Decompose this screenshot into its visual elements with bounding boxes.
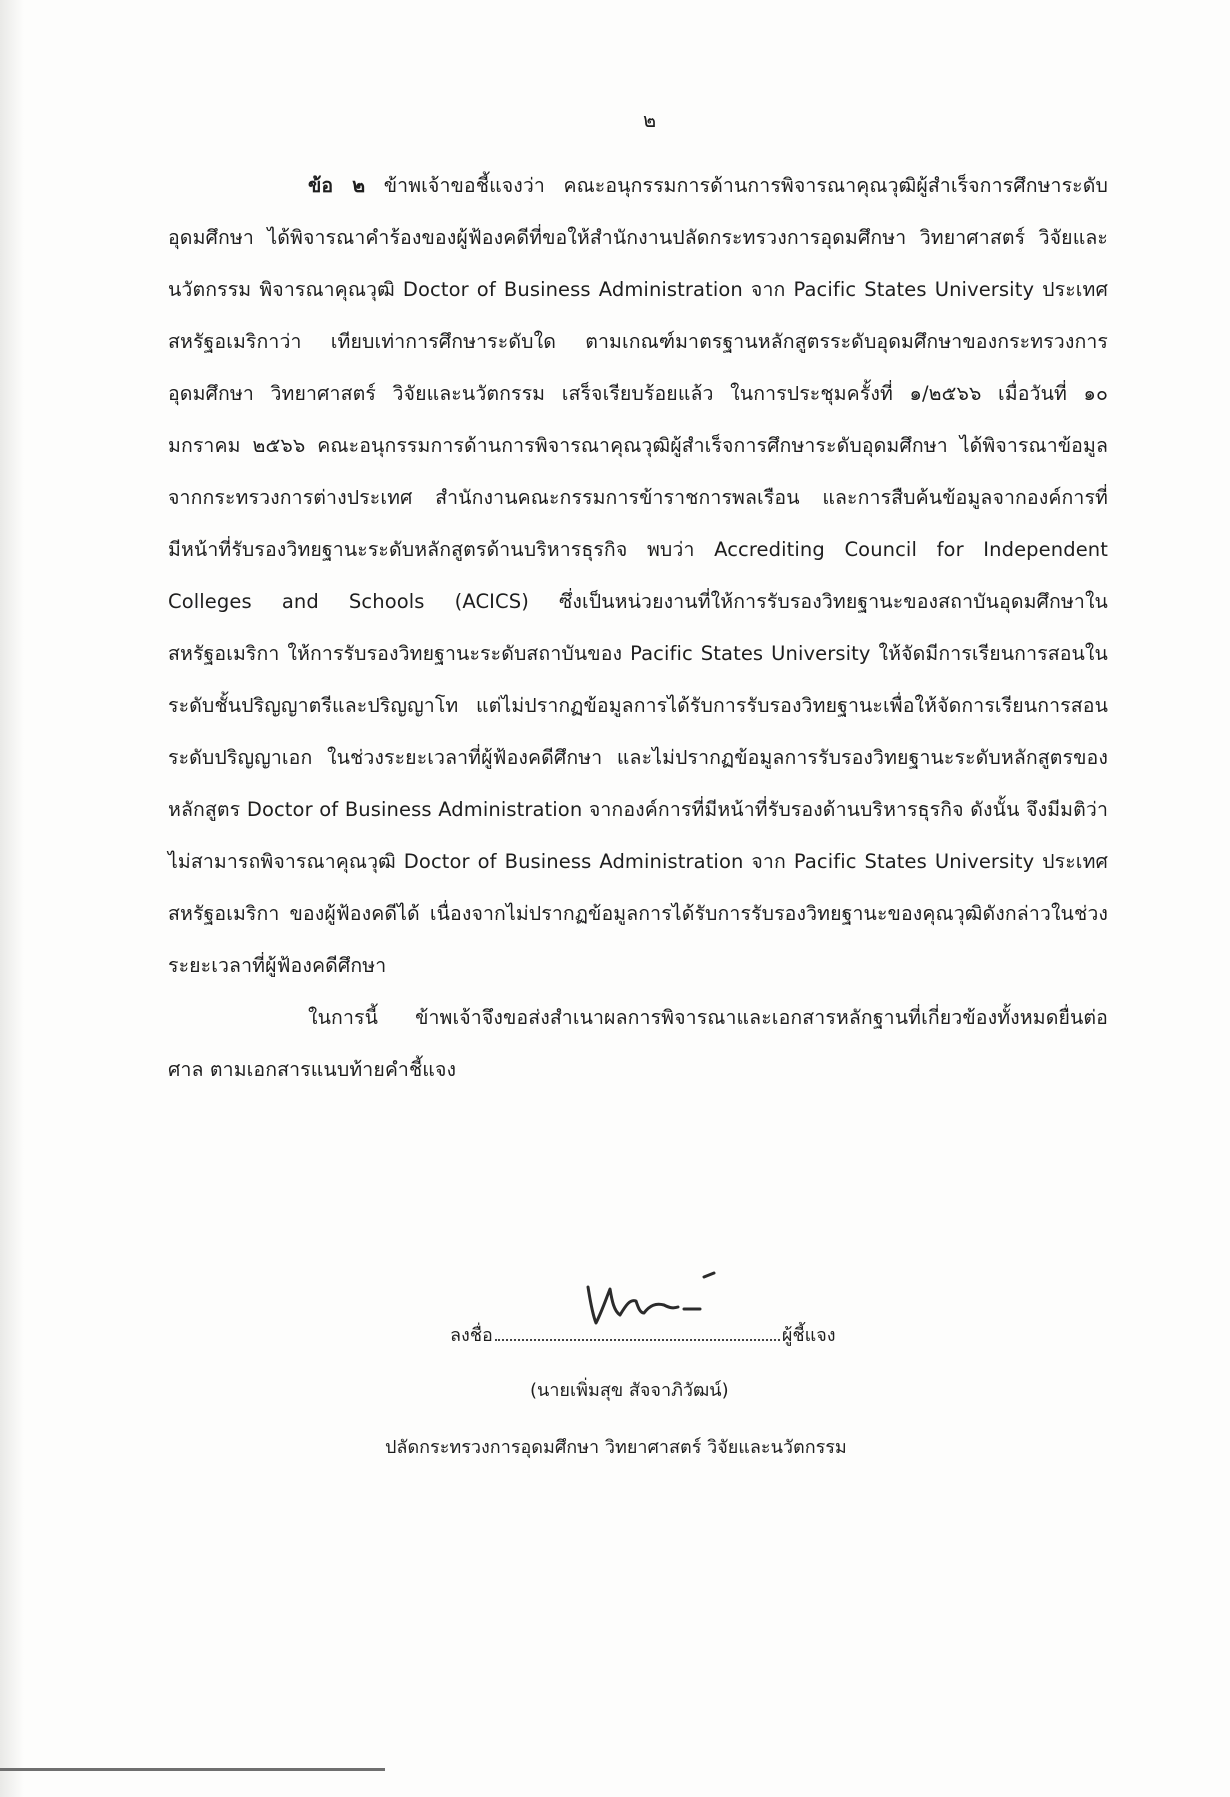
sign-suffix: ผู้ชี้แจง [781, 1325, 836, 1346]
page-number: ๒ [643, 108, 657, 132]
signer-title: ปลัดกระทรวงการอุดมศึกษา วิทยาศาสตร์ วิจัยและนวัตกรรม [385, 1437, 847, 1458]
sign-line [450, 1320, 836, 1349]
paragraph-1-text: ข้าพเจ้าขอชี้แจงว่า คณะอนุกรรมการด้านการพิจารณาคุณวุฒิผู้สำเร็จการศึกษาระดับอุดมศึกษา ได้พิจารณาคำร้องของผู้ฟ้องคดีที่ขอให้สำนักงานปลัดกระทรวงการอุดมศึกษา วิทยาศาสตร์ วิจัยและนวัตกรรม พิจารณาคุณวุฒิ Doctor of Business Administration จาก Pacific States University ประเทศสหรัฐอเมริกาว่า เทียบเท่าการศึกษาระดับใด ตามเกณฑ์มาตรฐานหลักสูตรระดับอุดมศึกษาของกระทรวงการอุดมศึกษา วิทยาศาสตร์ วิจัยและนวัตกรรม เสร็จเรียบร้อยแล้ว ในการประชุมครั้งที่ ๑/๒๕๖๖ เมื่อวันที่ ๑๐ มกราคม ๒๕๖๖ คณะอนุกรรมการด้านการพิจารณาคุณวุฒิผู้สำเร็จการศึกษาระดับอุดมศึกษา ได้พิจารณาข้อมูลจากกระทรวงการต่างประเทศ สำนักงานคณะกรรมการข้าราชการพลเรือน และการสืบค้นข้อมูลจากองค์การที่มีหน้าที่รับรองวิทยฐานะระดับหลักสูตรด้านบริหารธุรกิจ พบว่า Accrediting Council for Independent Colleges and Schools (ACICS) ซึ่งเป็นหน่วยงานที่ให้การรับรองวิทยฐานะของสถาบันอุดมศึกษาในสหรัฐอเมริกา ให้การรับรองวิทยฐานะระดับสถาบันของ Pacific States University ให้จัดมีการเรียนการสอนในระดับชั้นปริญญาตรีและปริญญาโท แต่ไม่ปรากฏข้อมูลการได้รับการรับรองวิทยฐานะเพื่อให้จัดการเรียนการสอนระดับปริญญาเอก ในช่วงระยะเวลาที่ผู้ฟ้องคดีศึกษา และไม่ปรากฏข้อมูลการรับรองวิทยฐานะระดับหลักสูตรของหลักสูตร Doctor of Business Administration จากองค์การที่มีหน้าที่รับรองด้านบริหารธุรกิจ ดังนั้น จึงมีมติว่า ไม่สามารถพิจารณาคุณวุฒิ Doctor of Business Administration จาก Pacific States University ประเทศสหรัฐอเมริกา ของผู้ฟ้องคดีได้ เนื่องจากไม่ปรากฏข้อมูลการได้รับการรับรองวิทยฐานะของคุณวุฒิดังกล่าวในช่วงระยะเวลาที่ผู้ฟ้องคดีศึกษา [168, 174, 1108, 977]
paragraph-2-text: ในการนี้ ข้าพเจ้าจึงขอส่งสำเนาผลการพิจารณาและเอกสารหลักฐานที่เกี่ยวข้องทั้งหมดยื่นต่อศาล ตามเอกสารแนบท้ายคำชี้แจง [168, 1006, 1108, 1081]
document-body [168, 160, 1108, 1096]
sign-prefix: ลงชื่อ [450, 1325, 493, 1346]
clause-number: ข้อ ๒ [308, 174, 366, 197]
signature-dotted-line [495, 1339, 780, 1341]
page-edge-shadow [0, 0, 24, 1797]
paragraph-clause-2 [168, 160, 1108, 992]
paragraph-closing [168, 992, 1108, 1096]
signer-name: (นายเพิ่มสุข สัจจาภิวัฒน์) [530, 1380, 729, 1401]
bottom-divider [0, 1768, 385, 1771]
